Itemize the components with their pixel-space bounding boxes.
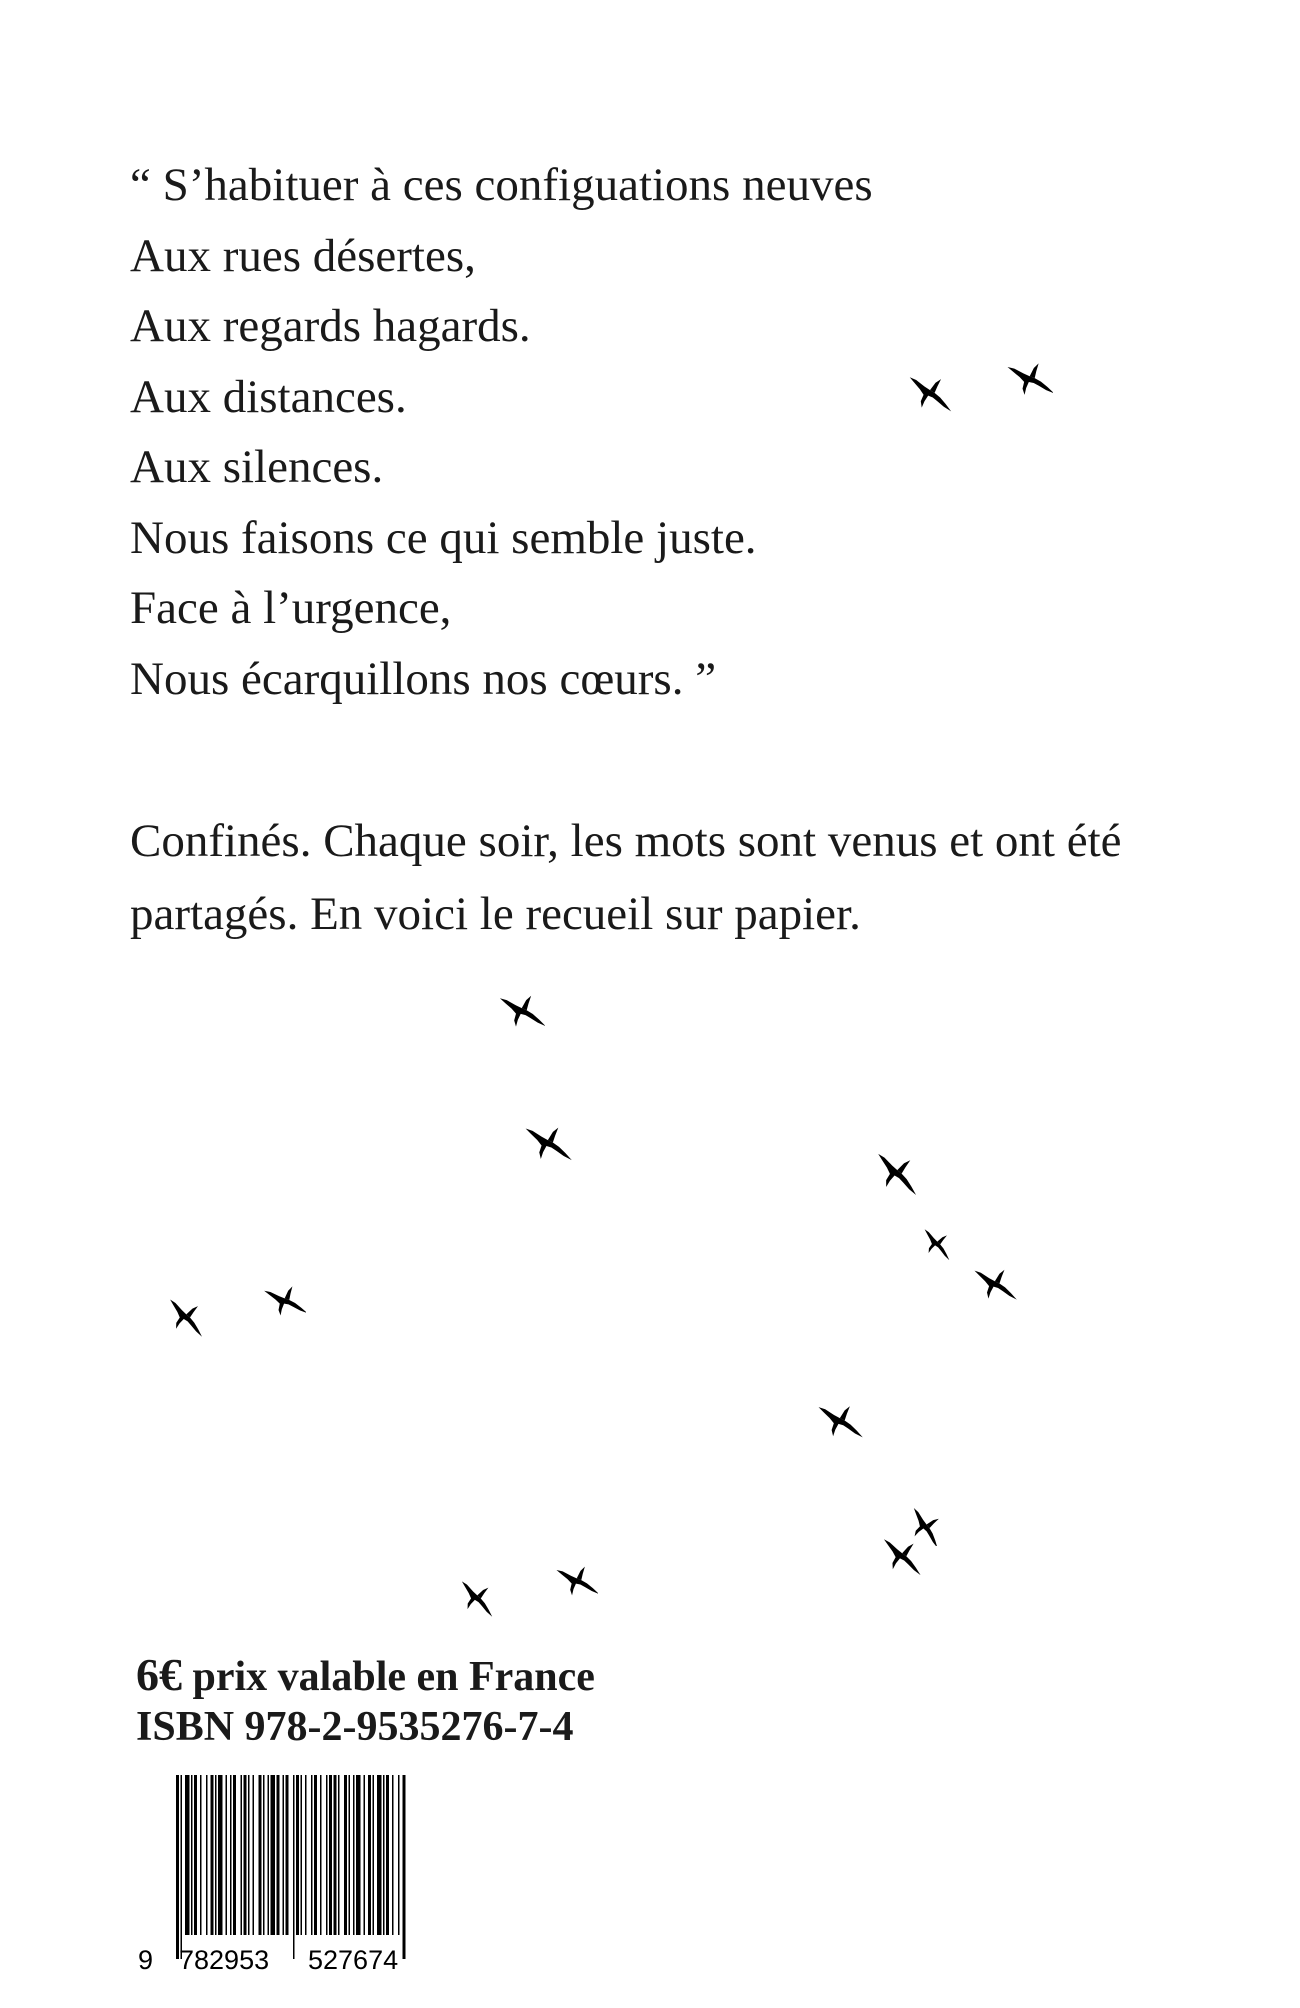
barcode-bar (215, 1775, 217, 1935)
blurb-line: Confinés. Chaque soir, les mots sont venus et ont été (130, 815, 1122, 867)
bird-silhouette-icon (457, 1577, 497, 1617)
barcode-bar (200, 1775, 202, 1935)
poem-line: Nous écarquillons nos cœurs. ” (130, 652, 717, 705)
barcode-bar (344, 1775, 347, 1935)
barcode-bar (244, 1775, 247, 1935)
barcode-bar (368, 1775, 371, 1935)
bird-silhouette-icon (264, 1279, 306, 1321)
poem-line: Face à l’urgence, (130, 582, 452, 634)
bird-silhouette-icon (880, 1533, 924, 1577)
barcode-bar (268, 1775, 270, 1935)
bird-silhouette-icon (920, 1226, 954, 1260)
barcode-bar (326, 1775, 328, 1935)
barcode-bar (314, 1775, 317, 1935)
price-line (136, 1650, 595, 1702)
barcode-bar (176, 1775, 179, 1959)
barcode-bar (356, 1775, 361, 1935)
blurb-line: partagés. En voici le recueil sur papier. (130, 888, 861, 940)
poem-line: Aux silences. (130, 441, 384, 493)
barcode-bar (311, 1775, 313, 1935)
barcode-digits-right: 527674 (308, 1945, 399, 1975)
isbn-barcode (136, 1775, 446, 1975)
barcode-bar (334, 1775, 337, 1935)
barcode-bar (392, 1775, 394, 1935)
barcode-bar (286, 1775, 289, 1935)
barcode-bar (283, 1775, 285, 1935)
barcode-bar (194, 1775, 197, 1935)
barcode-bar (181, 1775, 183, 1959)
barcode-digits-left: 782953 (179, 1945, 270, 1975)
bird-silhouette-icon (556, 1559, 598, 1601)
price-block (136, 1650, 595, 1752)
barcode-bar (377, 1775, 382, 1935)
barcode-bar (259, 1775, 262, 1935)
barcode-bar (241, 1775, 243, 1935)
poem-line: “ S’habituer à ces configuations neuves (130, 159, 873, 211)
barcode-bar (206, 1775, 208, 1935)
price-amount: 6€ (136, 1649, 182, 1700)
poem-quote (130, 150, 1230, 714)
bird-silhouette-icon (817, 1397, 863, 1443)
barcode-bar (373, 1775, 375, 1935)
barcode-bar (230, 1775, 232, 1935)
bird-silhouette-icon (1007, 355, 1053, 401)
barcode-bar (320, 1775, 322, 1935)
barcode-bar (364, 1775, 366, 1935)
bird-silhouette-icon (165, 1295, 207, 1337)
barcode-bar (353, 1775, 355, 1935)
barcode-bar (296, 1775, 299, 1935)
bird-silhouette-icon (973, 1261, 1017, 1305)
barcode-bar (305, 1775, 307, 1935)
barcode-bar (226, 1775, 228, 1935)
bird-silhouette-icon (873, 1148, 921, 1196)
barcode-digit-first: 9 (138, 1945, 154, 1975)
barcode-bar (271, 1775, 276, 1935)
bird-silhouette-icon (499, 987, 545, 1033)
barcode-bar (248, 1775, 250, 1935)
barcode-bar (349, 1775, 351, 1935)
barcode-bar (403, 1775, 406, 1959)
barcode-bar (253, 1775, 255, 1935)
bird-silhouette-icon (907, 369, 953, 415)
barcode-bar (233, 1775, 236, 1935)
barcode-bar (383, 1775, 385, 1935)
barcode-bar (218, 1775, 223, 1935)
blurb-text (130, 805, 1250, 951)
barcode-bar (386, 1775, 389, 1935)
barcode-bar (185, 1775, 190, 1935)
barcode-bar (301, 1775, 303, 1935)
poem-line: Aux rues désertes, (130, 229, 476, 282)
isbn-number: ISBN 978-2-9535276-7-4 (136, 1704, 574, 1750)
poem-line: Aux distances. (130, 370, 407, 423)
poem-line: Nous faisons ce qui semble juste. (130, 511, 757, 564)
barcode-bar (277, 1775, 280, 1935)
price-note: prix valable en France (182, 1654, 595, 1700)
barcode-bar (211, 1775, 214, 1935)
barcode-bar (293, 1775, 295, 1959)
poem-line: Aux regards hagards. (130, 300, 531, 352)
barcode-bar (263, 1775, 265, 1935)
barcode-bar (338, 1775, 340, 1935)
barcode-bar (398, 1775, 400, 1935)
barcode-bar (191, 1775, 193, 1935)
barcode-bar (329, 1775, 332, 1935)
bird-silhouette-icon (524, 1118, 572, 1166)
